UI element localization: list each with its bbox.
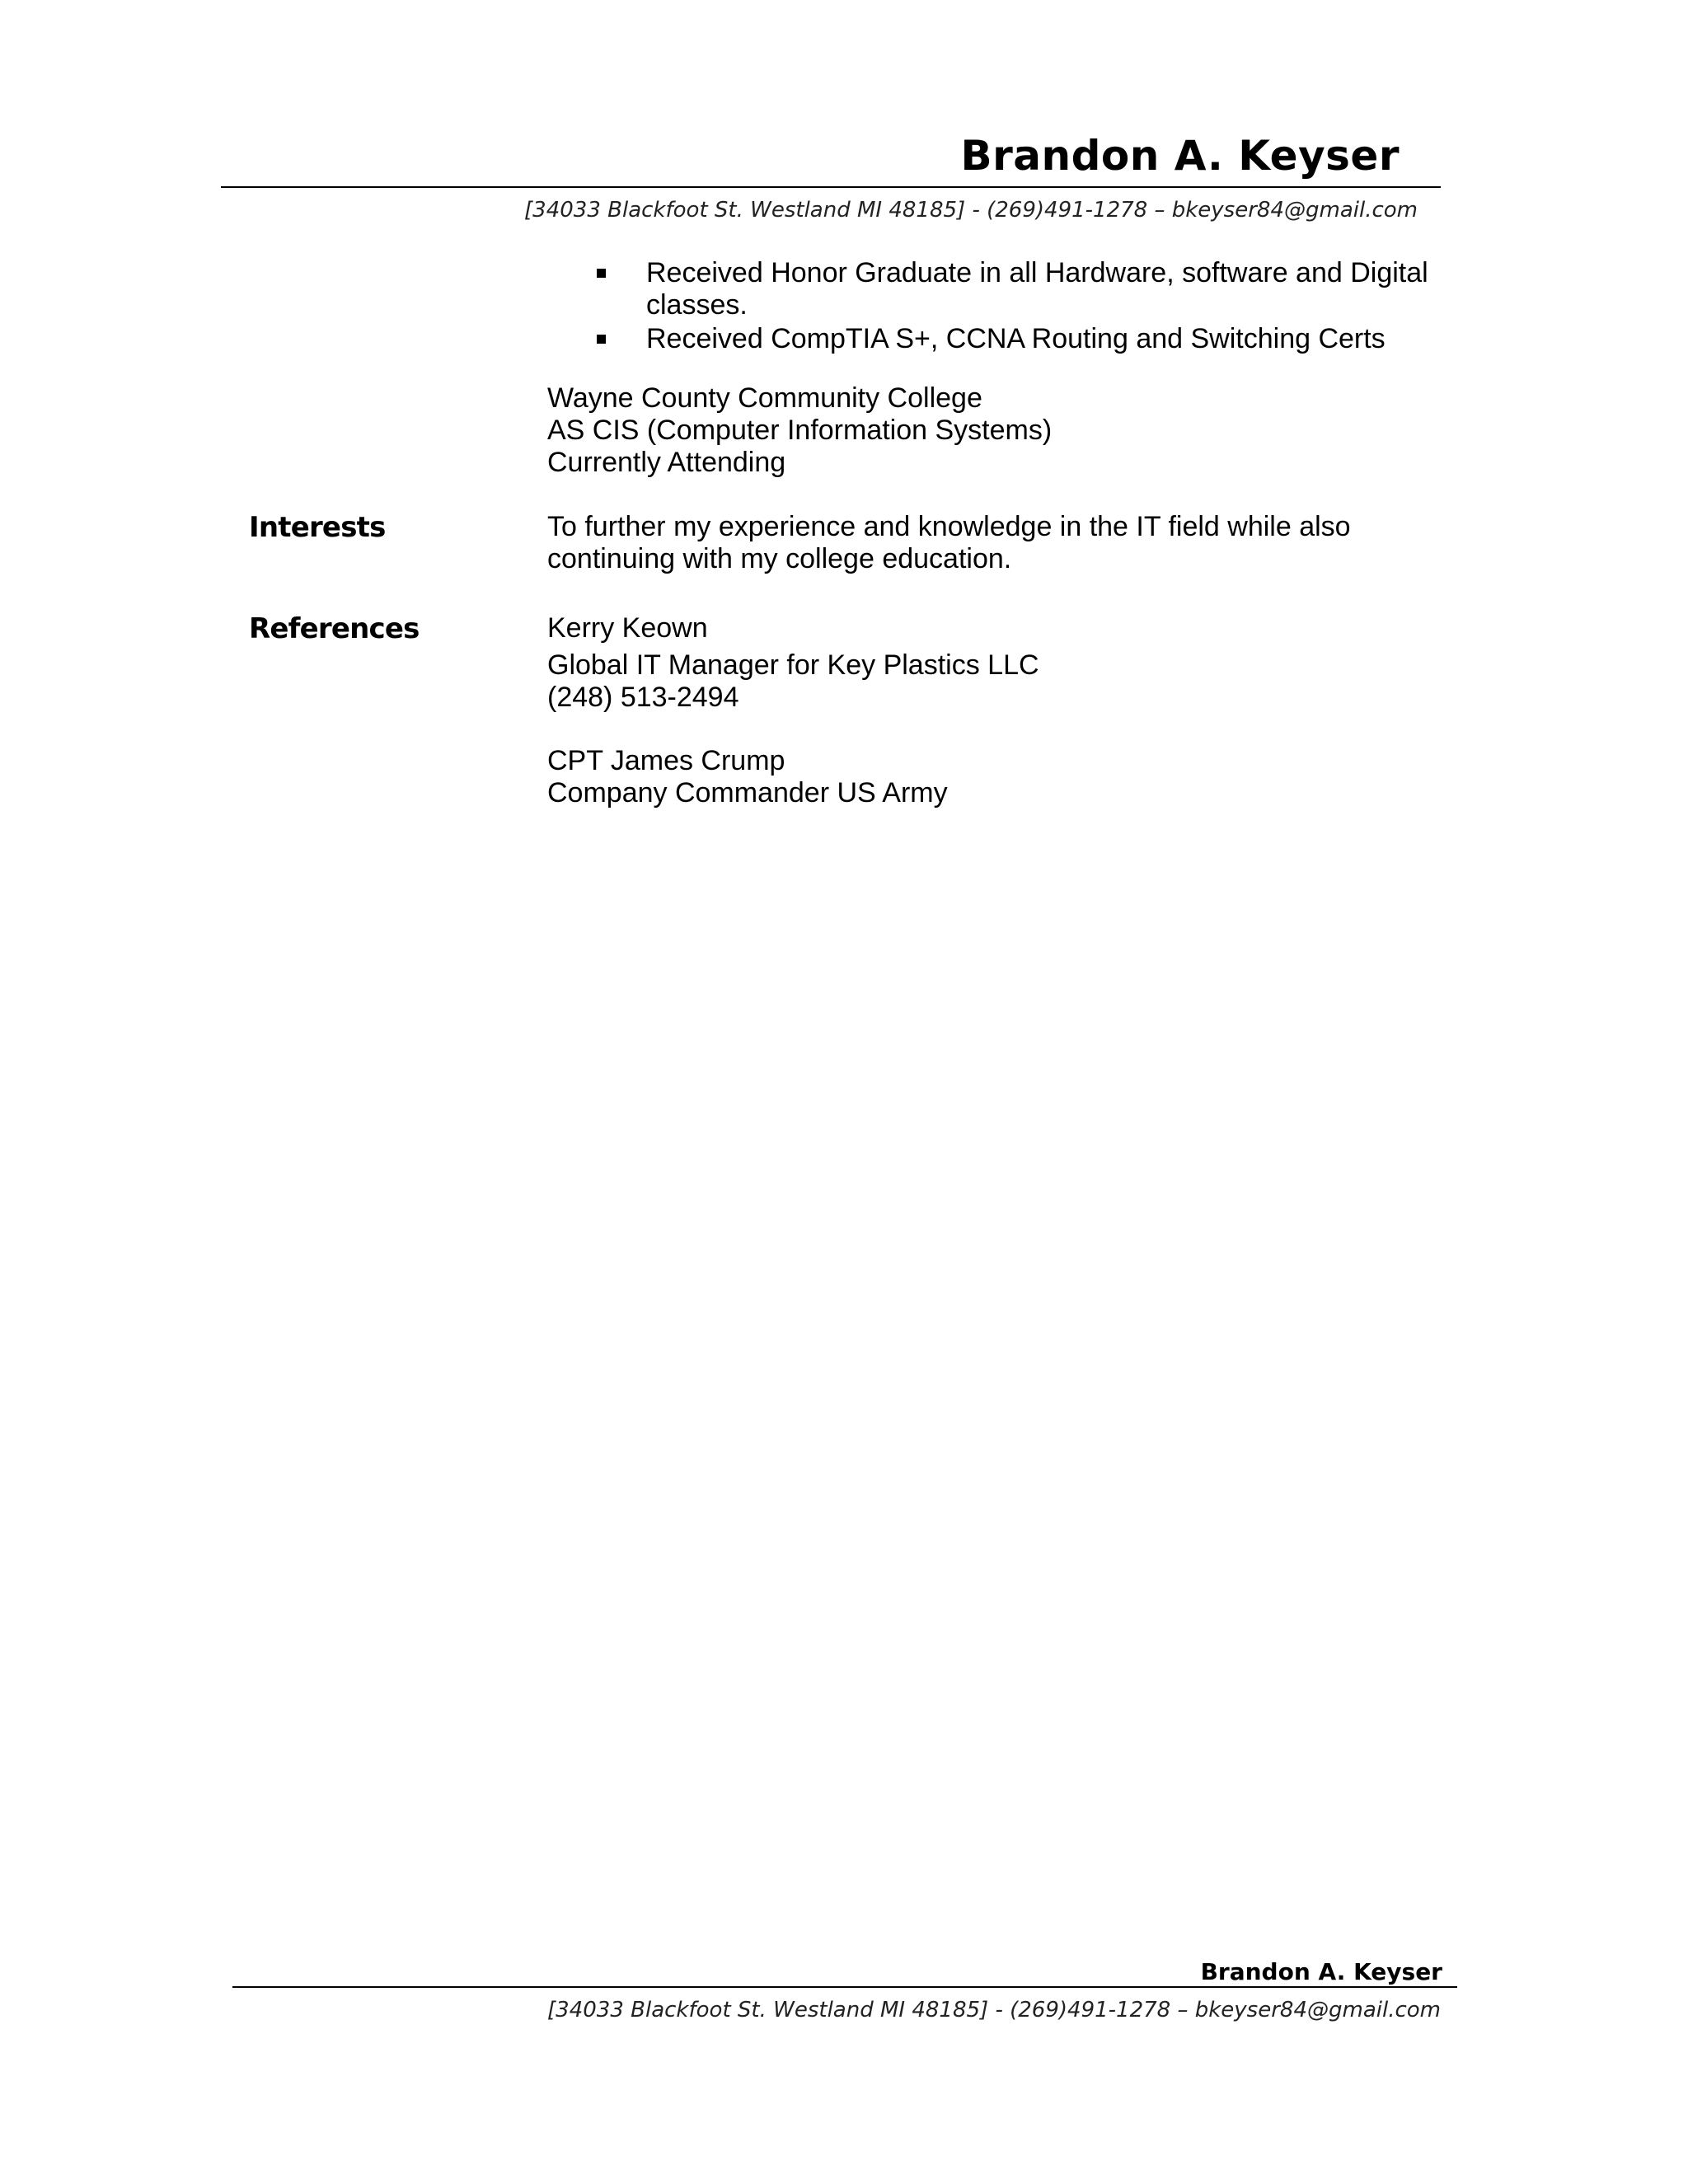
- education-bullet-list: [593, 257, 1470, 357]
- header-divider: [221, 186, 1441, 188]
- footer-divider: [232, 1986, 1457, 1988]
- reference-1-name: Kerry Keown: [547, 612, 708, 644]
- interests-heading: Interests: [249, 511, 386, 544]
- footer-name: Brandon A. Keyser: [1200, 1958, 1442, 1985]
- header-name: Brandon A. Keyser: [960, 132, 1400, 180]
- references-heading: References: [249, 612, 420, 645]
- reference-2-title: Company Commander US Army: [547, 777, 948, 808]
- reference-2-name: CPT James Crump: [547, 745, 785, 776]
- bullet-text: Received Honor Graduate in all Hardware, software and Digital classes.: [646, 257, 1428, 321]
- footer-contact-info: [34033 Blackfoot St. Westland MI 48185] - (269)491-1278 – bkeyser84@gmail.com: [547, 1998, 1441, 2022]
- bullet-item: [593, 257, 1470, 321]
- college-name: Wayne County Community College: [547, 382, 982, 414]
- bullet-item: [593, 323, 1470, 355]
- reference-1-title: Global IT Manager for Key Plastics LLC: [547, 649, 1039, 681]
- bullet-text: Received CompTIA S+, CCNA Routing and Switching Certs: [646, 323, 1386, 354]
- college-status: Currently Attending: [547, 447, 786, 478]
- reference-1-phone: (248) 513-2494: [547, 682, 739, 713]
- interests-text-line-2: continuing with my college education.: [547, 543, 1012, 574]
- square-bullet-icon: [597, 335, 606, 344]
- header-contact-info: [34033 Blackfoot St. Westland MI 48185] - (269)491-1278 – bkeyser84@gmail.com: [524, 198, 1418, 223]
- college-degree: AS CIS (Computer Information Systems): [547, 415, 1053, 446]
- square-bullet-icon: [597, 269, 606, 278]
- interests-text-line-1: To further my experience and knowledge in the IT field while also: [547, 511, 1351, 542]
